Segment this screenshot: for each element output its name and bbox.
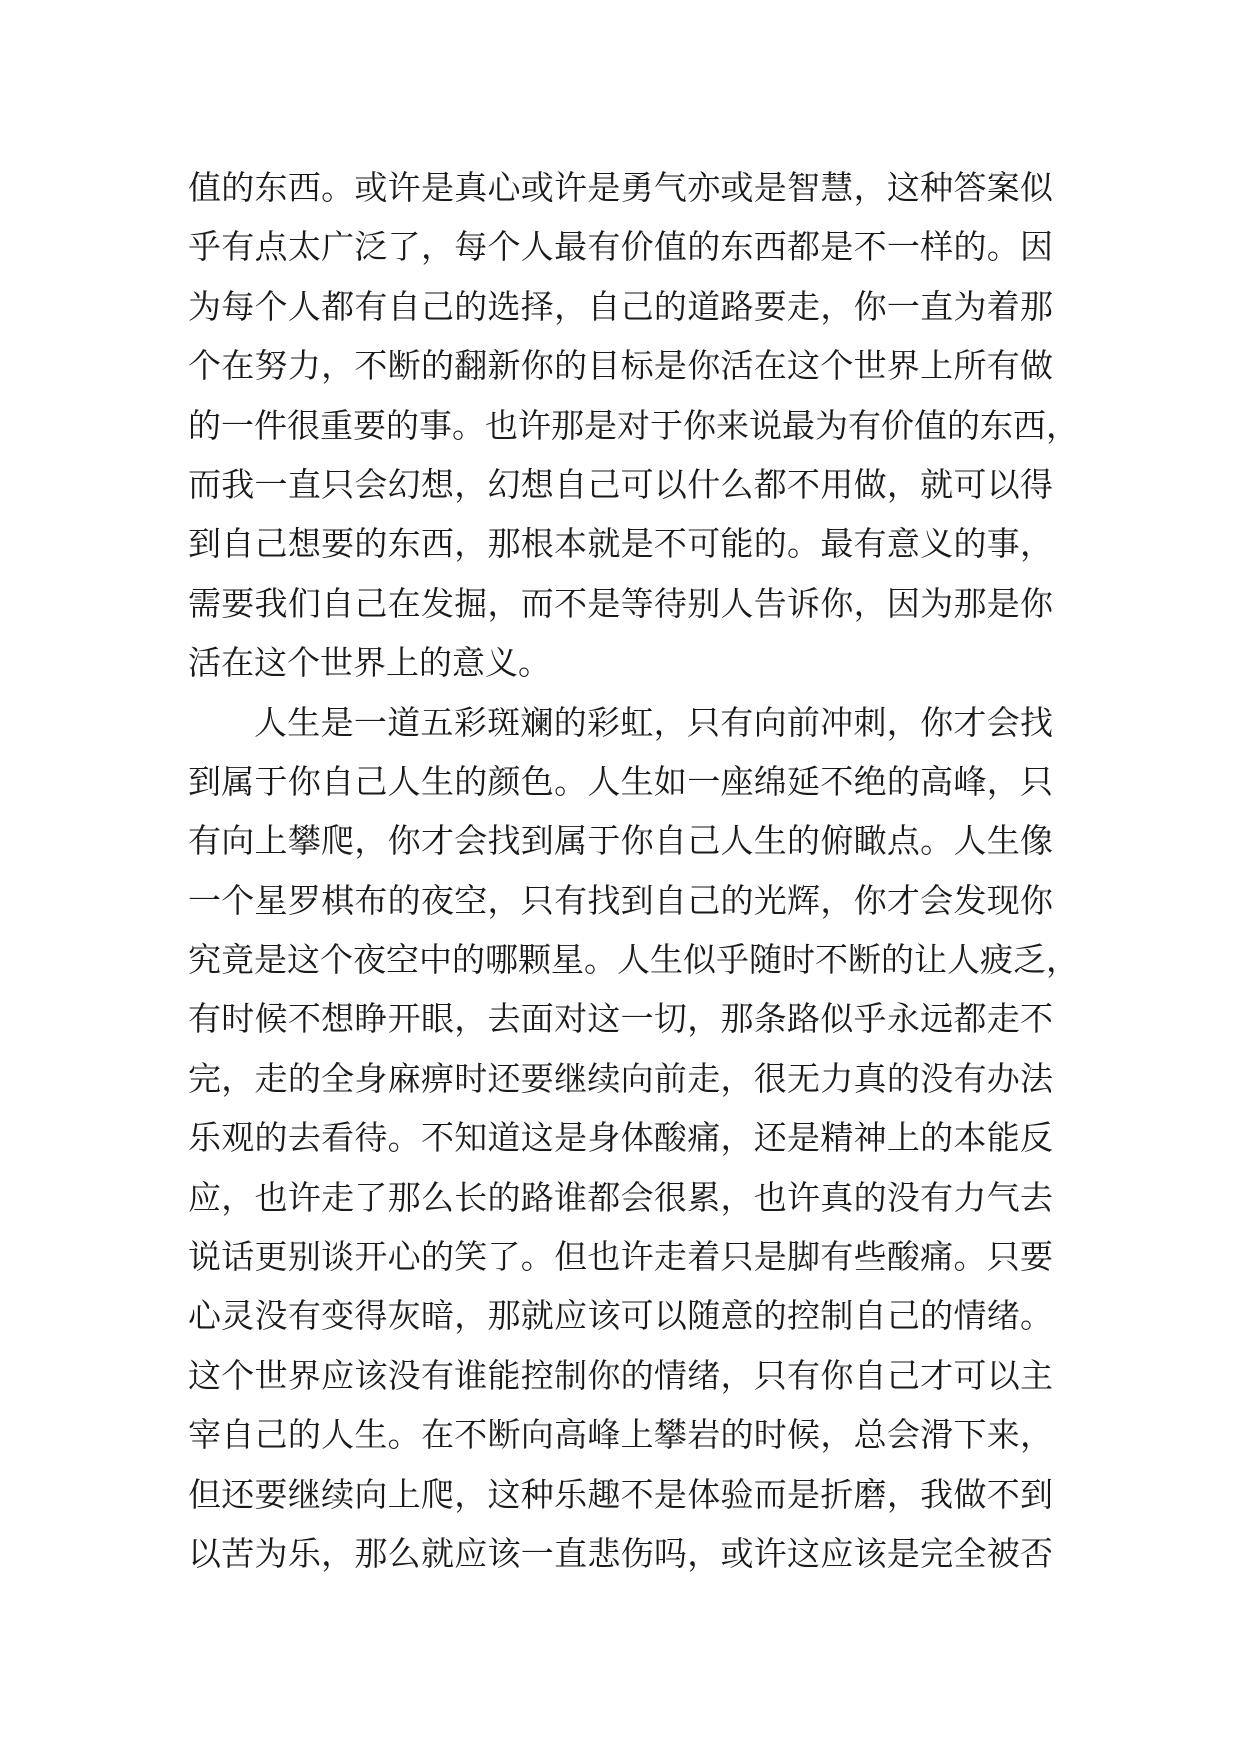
body-text — [188, 158, 1079, 1583]
text-line: 说话更别谈开心的笑了。但也许走着只是脚有些酸痛。只要 — [188, 1237, 1053, 1277]
text-line: 有时候不想睁开眼，去面对这一切，那条路似乎永远都走不 — [188, 999, 1053, 1039]
text-line: 乎有点太广泛了，每个人最有价值的东西都是不一样的。因 — [188, 227, 1053, 267]
text-line: 到属于你自己人生的颜色。人生如一座绵延不绝的高峰，只 — [188, 761, 1053, 801]
text-line: 有向上攀爬，你才会找到属于你自己人生的俯瞰点。人生像 — [188, 821, 1053, 861]
text-line: 完，走的全身麻痹时还要继续向前走，很无力真的没有办法 — [188, 1058, 1053, 1098]
paragraph-end-line: 活在这个世界上的意义。 — [188, 643, 551, 683]
text-line: 需要我们自己在发掘，而不是等待别人告诉你，因为那是你 — [188, 583, 1053, 623]
text-line: 这个世界应该没有谁能控制你的情绪，只有你自己才可以主 — [188, 1355, 1053, 1395]
text-line: 但还要继续向上爬，这种乐趣不是体验而是折磨，我做不到 — [188, 1474, 1053, 1514]
text-line: 应，也许走了那么长的路谁都会很累，也许真的没有力气去 — [188, 1177, 1053, 1217]
text-line: 值的东西。或许是真心或许是勇气亦或是智慧，这种答案似 — [188, 168, 1053, 207]
text-line: 一个星罗棋布的夜空，只有找到自己的光辉，你才会发现你 — [188, 880, 1053, 920]
text-line: 乐观的去看待。不知道这是身体酸痛，还是精神上的本能反 — [188, 1118, 1053, 1158]
text-line: 以苦为乐，那么就应该一直悲伤吗，或许这应该是完全被否 — [188, 1533, 1053, 1573]
text-line: 而我一直只会幻想，幻想自己可以什么都不用做，就可以得 — [188, 464, 1053, 504]
text-line: 心灵没有变得灰暗，那就应该可以随意的控制自己的情绪。 — [188, 1296, 1053, 1336]
text-line: 的一件很重要的事。也许那是对于你来说最为有价值的东西， — [188, 405, 1079, 445]
text-line: 个在努力，不断的翻新你的目标是你活在这个世界上所有做 — [188, 346, 1053, 386]
text-line: 究竟是这个夜空中的哪颗星。人生似乎随时不断的让人疲乏， — [188, 940, 1079, 980]
text-line: 到自己想要的东西，那根本就是不可能的。最有意义的事， — [188, 524, 1053, 564]
text-line: 为每个人都有自己的选择，自己的道路要走，你一直为着那 — [188, 286, 1053, 326]
paragraph-start-line: 人生是一道五彩斑斓的彩虹，只有向前冲刺，你才会找 — [254, 702, 1053, 742]
text-line: 宰自己的人生。在不断向高峰上攀岩的时候，总会滑下来， — [188, 1415, 1053, 1455]
